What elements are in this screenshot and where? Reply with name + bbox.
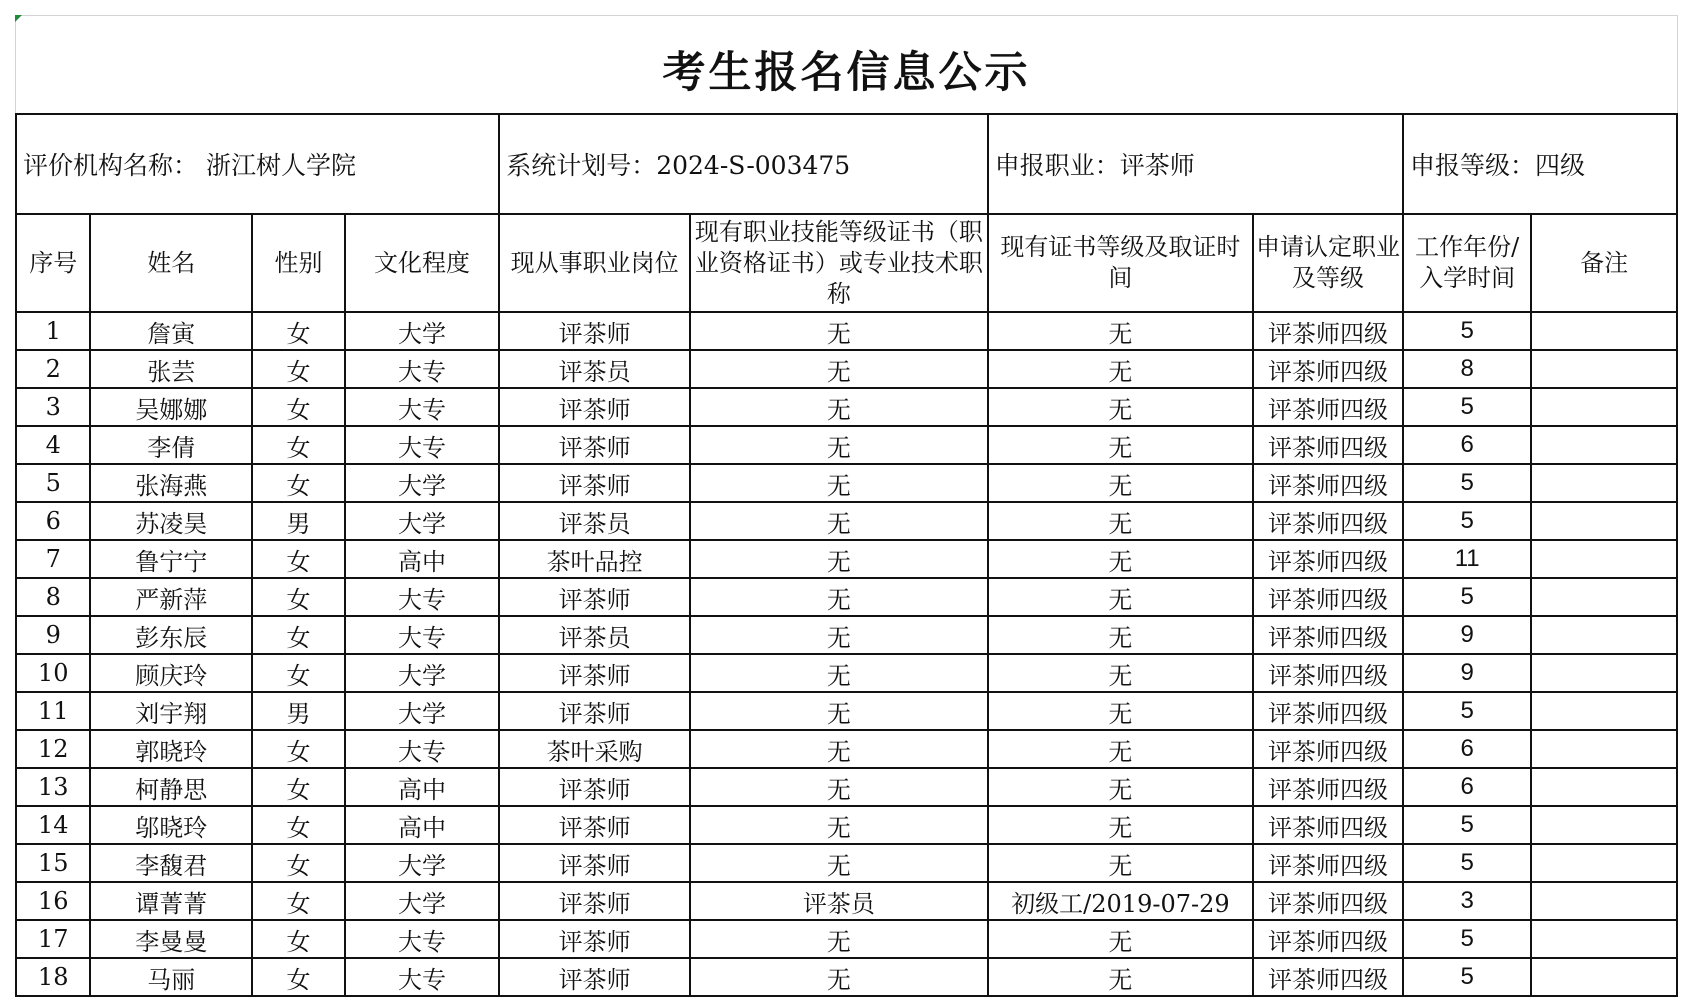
table-row xyxy=(16,768,1677,806)
table-row xyxy=(16,844,1677,882)
header-apply-level: 申请认定职业及等级 xyxy=(1253,214,1403,312)
cell-cert-level-time: 无 xyxy=(988,578,1253,616)
cell-current-job: 评茶师 xyxy=(499,806,690,844)
registration-table xyxy=(15,113,1678,997)
cell-remarks xyxy=(1531,616,1677,654)
cell-seq: 11 xyxy=(16,692,90,730)
cell-cert-level-time: 无 xyxy=(988,730,1253,768)
table-row xyxy=(16,388,1677,426)
cell-remarks xyxy=(1531,654,1677,692)
cell-apply-level: 评茶师四级 xyxy=(1253,350,1403,388)
cell-gender: 女 xyxy=(252,426,345,464)
cell-education: 大专 xyxy=(345,350,499,388)
cell-education: 大学 xyxy=(345,464,499,502)
cell-seq: 14 xyxy=(16,806,90,844)
cell-current-cert: 无 xyxy=(690,730,988,768)
plan-value: 2024-S-003475 xyxy=(656,151,851,180)
occupation-value: 评茶师 xyxy=(1119,151,1195,180)
cell-remarks xyxy=(1531,540,1677,578)
cell-remarks xyxy=(1531,882,1677,920)
org-label: 评价机构名称： xyxy=(23,151,199,180)
cell-education: 大学 xyxy=(345,654,499,692)
cell-seq: 9 xyxy=(16,616,90,654)
cell-gender: 男 xyxy=(252,692,345,730)
cell-gender: 女 xyxy=(252,388,345,426)
title-row xyxy=(15,15,1678,113)
cell-current-cert: 无 xyxy=(690,502,988,540)
header-education: 文化程度 xyxy=(345,214,499,312)
cell-current-job: 评茶师 xyxy=(499,920,690,958)
table-row xyxy=(16,578,1677,616)
cell-name: 张海燕 xyxy=(90,464,252,502)
level-label: 申报等级： xyxy=(1409,151,1535,180)
header-row xyxy=(16,214,1677,312)
org-cell xyxy=(16,114,499,214)
header-cert-level-time: 现有证书等级及取证时间 xyxy=(988,214,1253,312)
header-name: 姓名 xyxy=(90,214,252,312)
cell-apply-level: 评茶师四级 xyxy=(1253,730,1403,768)
cell-name: 鲁宁宁 xyxy=(90,540,252,578)
cell-remarks xyxy=(1531,388,1677,426)
cell-current-cert: 无 xyxy=(690,464,988,502)
cell-name: 李曼曼 xyxy=(90,920,252,958)
cell-remarks xyxy=(1531,426,1677,464)
cell-apply-level: 评茶师四级 xyxy=(1253,578,1403,616)
cell-current-job: 评茶师 xyxy=(499,388,690,426)
cell-gender: 女 xyxy=(252,882,345,920)
cell-seq: 10 xyxy=(16,654,90,692)
table-row xyxy=(16,312,1677,350)
cell-education: 大专 xyxy=(345,730,499,768)
cell-gender: 女 xyxy=(252,730,345,768)
cell-seq: 8 xyxy=(16,578,90,616)
cell-education: 大专 xyxy=(345,616,499,654)
cell-current-cert: 无 xyxy=(690,920,988,958)
cell-current-cert: 无 xyxy=(690,540,988,578)
cell-cert-level-time: 无 xyxy=(988,806,1253,844)
cell-current-job: 评茶师 xyxy=(499,578,690,616)
cell-education: 大专 xyxy=(345,958,499,996)
cell-cert-level-time: 无 xyxy=(988,388,1253,426)
cell-gender: 女 xyxy=(252,540,345,578)
cell-seq: 5 xyxy=(16,464,90,502)
plan-cell xyxy=(499,114,988,214)
cell-apply-level: 评茶师四级 xyxy=(1253,920,1403,958)
cell-education: 大学 xyxy=(345,312,499,350)
cell-apply-level: 评茶师四级 xyxy=(1253,616,1403,654)
cell-remarks xyxy=(1531,464,1677,502)
cell-cert-level-time: 无 xyxy=(988,502,1253,540)
cell-education: 大专 xyxy=(345,388,499,426)
cell-apply-level: 评茶师四级 xyxy=(1253,692,1403,730)
cell-education: 高中 xyxy=(345,768,499,806)
cell-seq: 1 xyxy=(16,312,90,350)
cell-remarks xyxy=(1531,958,1677,996)
cell-education: 大专 xyxy=(345,920,499,958)
cell-apply-level: 评茶师四级 xyxy=(1253,464,1403,502)
cell-education: 大专 xyxy=(345,426,499,464)
cell-current-cert: 无 xyxy=(690,350,988,388)
cell-name: 詹寅 xyxy=(90,312,252,350)
cell-seq: 18 xyxy=(16,958,90,996)
table-row xyxy=(16,958,1677,996)
cell-apply-level: 评茶师四级 xyxy=(1253,540,1403,578)
cell-name: 刘宇翔 xyxy=(90,692,252,730)
cell-gender: 女 xyxy=(252,920,345,958)
cell-seq: 12 xyxy=(16,730,90,768)
cell-apply-level: 评茶师四级 xyxy=(1253,882,1403,920)
cell-education: 大学 xyxy=(345,882,499,920)
cell-apply-level: 评茶师四级 xyxy=(1253,388,1403,426)
cell-current-job: 评茶员 xyxy=(499,616,690,654)
table-row xyxy=(16,654,1677,692)
cell-seq: 16 xyxy=(16,882,90,920)
cell-education: 大学 xyxy=(345,502,499,540)
table-row xyxy=(16,692,1677,730)
cell-remarks xyxy=(1531,920,1677,958)
cell-work-years: 8 xyxy=(1403,350,1531,388)
cell-seq: 2 xyxy=(16,350,90,388)
cell-current-job: 评茶师 xyxy=(499,768,690,806)
cell-work-years: 5 xyxy=(1403,692,1531,730)
cell-gender: 女 xyxy=(252,464,345,502)
cell-cert-level-time: 无 xyxy=(988,958,1253,996)
cell-name: 李馥君 xyxy=(90,844,252,882)
cell-current-cert: 无 xyxy=(690,844,988,882)
cell-name: 顾庆玲 xyxy=(90,654,252,692)
cell-current-job: 评茶师 xyxy=(499,426,690,464)
cell-cert-level-time: 无 xyxy=(988,692,1253,730)
cell-seq: 17 xyxy=(16,920,90,958)
cell-apply-level: 评茶师四级 xyxy=(1253,806,1403,844)
cell-current-job: 茶叶采购 xyxy=(499,730,690,768)
cell-current-cert: 无 xyxy=(690,958,988,996)
cell-cert-level-time: 无 xyxy=(988,768,1253,806)
cell-work-years: 9 xyxy=(1403,616,1531,654)
cell-remarks xyxy=(1531,502,1677,540)
cell-gender: 女 xyxy=(252,806,345,844)
cell-gender: 女 xyxy=(252,958,345,996)
header-remarks: 备注 xyxy=(1531,214,1677,312)
cell-remarks xyxy=(1531,312,1677,350)
cell-current-job: 评茶师 xyxy=(499,654,690,692)
table-row xyxy=(16,540,1677,578)
cell-remarks xyxy=(1531,578,1677,616)
cell-work-years: 5 xyxy=(1403,312,1531,350)
cell-gender: 女 xyxy=(252,768,345,806)
cell-current-cert: 无 xyxy=(690,616,988,654)
cell-cert-level-time: 无 xyxy=(988,540,1253,578)
cell-remarks xyxy=(1531,844,1677,882)
cell-name: 吴娜娜 xyxy=(90,388,252,426)
header-current-cert: 现有职业技能等级证书（职业资格证书）或专业技术职称 xyxy=(690,214,988,312)
cell-work-years: 5 xyxy=(1403,578,1531,616)
cell-gender: 女 xyxy=(252,654,345,692)
cell-current-job: 评茶师 xyxy=(499,312,690,350)
cell-current-cert: 无 xyxy=(690,426,988,464)
table-row xyxy=(16,350,1677,388)
table-row xyxy=(16,502,1677,540)
cell-work-years: 6 xyxy=(1403,768,1531,806)
cell-cert-level-time: 无 xyxy=(988,920,1253,958)
cell-current-job: 评茶师 xyxy=(499,464,690,502)
table-row xyxy=(16,426,1677,464)
cell-name: 彭东辰 xyxy=(90,616,252,654)
cell-name: 张芸 xyxy=(90,350,252,388)
cell-work-years: 6 xyxy=(1403,730,1531,768)
cell-current-cert: 无 xyxy=(690,388,988,426)
cell-cert-level-time: 无 xyxy=(988,654,1253,692)
org-value: 浙江树人学院 xyxy=(205,151,356,180)
header-work-years: 工作年份/入学时间 xyxy=(1403,214,1531,312)
level-cell xyxy=(1403,114,1677,214)
table-row xyxy=(16,806,1677,844)
cell-gender: 男 xyxy=(252,502,345,540)
cell-remarks xyxy=(1531,730,1677,768)
cell-apply-level: 评茶师四级 xyxy=(1253,426,1403,464)
cell-seq: 3 xyxy=(16,388,90,426)
cell-current-cert: 无 xyxy=(690,692,988,730)
plan-label: 系统计划号： xyxy=(506,151,657,180)
cell-seq: 13 xyxy=(16,768,90,806)
cell-name: 李倩 xyxy=(90,426,252,464)
cell-seq: 15 xyxy=(16,844,90,882)
cell-marker-icon xyxy=(15,15,22,22)
cell-work-years: 5 xyxy=(1403,502,1531,540)
cell-name: 郭晓玲 xyxy=(90,730,252,768)
cell-current-cert: 评茶员 xyxy=(690,882,988,920)
cell-cert-level-time: 无 xyxy=(988,616,1253,654)
cell-name: 邬晓玲 xyxy=(90,806,252,844)
cell-remarks xyxy=(1531,350,1677,388)
cell-cert-level-time: 无 xyxy=(988,844,1253,882)
page-title: 考生报名信息公示 xyxy=(662,48,1031,98)
cell-apply-level: 评茶师四级 xyxy=(1253,502,1403,540)
occupation-label: 申报职业： xyxy=(994,151,1120,180)
cell-education: 高中 xyxy=(345,806,499,844)
level-value: 四级 xyxy=(1535,151,1586,180)
cell-apply-level: 评茶师四级 xyxy=(1253,958,1403,996)
cell-current-cert: 无 xyxy=(690,654,988,692)
cell-cert-level-time: 无 xyxy=(988,464,1253,502)
cell-seq: 7 xyxy=(16,540,90,578)
cell-work-years: 11 xyxy=(1403,540,1531,578)
cell-remarks xyxy=(1531,692,1677,730)
cell-work-years: 5 xyxy=(1403,920,1531,958)
info-row xyxy=(16,114,1677,214)
cell-apply-level: 评茶师四级 xyxy=(1253,768,1403,806)
cell-name: 苏凌昊 xyxy=(90,502,252,540)
cell-education: 大专 xyxy=(345,578,499,616)
cell-remarks xyxy=(1531,768,1677,806)
cell-gender: 女 xyxy=(252,350,345,388)
table-row xyxy=(16,730,1677,768)
cell-seq: 6 xyxy=(16,502,90,540)
cell-cert-level-time: 无 xyxy=(988,312,1253,350)
cell-education: 大学 xyxy=(345,844,499,882)
header-gender: 性别 xyxy=(252,214,345,312)
table-row xyxy=(16,616,1677,654)
cell-remarks xyxy=(1531,806,1677,844)
cell-gender: 女 xyxy=(252,578,345,616)
cell-current-cert: 无 xyxy=(690,806,988,844)
cell-gender: 女 xyxy=(252,844,345,882)
cell-apply-level: 评茶师四级 xyxy=(1253,312,1403,350)
cell-work-years: 6 xyxy=(1403,426,1531,464)
cell-current-job: 评茶师 xyxy=(499,692,690,730)
header-seq: 序号 xyxy=(16,214,90,312)
cell-current-job: 评茶师 xyxy=(499,958,690,996)
cell-work-years: 5 xyxy=(1403,958,1531,996)
cell-work-years: 5 xyxy=(1403,388,1531,426)
cell-name: 柯静思 xyxy=(90,768,252,806)
table-row xyxy=(16,464,1677,502)
cell-cert-level-time: 初级工/2019-07-29 xyxy=(988,882,1253,920)
header-current-job: 现从事职业岗位 xyxy=(499,214,690,312)
cell-cert-level-time: 无 xyxy=(988,350,1253,388)
cell-apply-level: 评茶师四级 xyxy=(1253,654,1403,692)
table-row xyxy=(16,882,1677,920)
cell-education: 高中 xyxy=(345,540,499,578)
sheet xyxy=(15,15,1678,995)
cell-name: 严新萍 xyxy=(90,578,252,616)
cell-seq: 4 xyxy=(16,426,90,464)
cell-apply-level: 评茶师四级 xyxy=(1253,844,1403,882)
cell-current-job: 评茶师 xyxy=(499,844,690,882)
cell-current-cert: 无 xyxy=(690,312,988,350)
cell-work-years: 3 xyxy=(1403,882,1531,920)
cell-work-years: 9 xyxy=(1403,654,1531,692)
cell-gender: 女 xyxy=(252,312,345,350)
cell-current-job: 评茶员 xyxy=(499,502,690,540)
cell-current-job: 评茶师 xyxy=(499,882,690,920)
cell-cert-level-time: 无 xyxy=(988,426,1253,464)
cell-education: 大学 xyxy=(345,692,499,730)
cell-gender: 女 xyxy=(252,616,345,654)
cell-name: 谭菁菁 xyxy=(90,882,252,920)
table-row xyxy=(16,920,1677,958)
cell-work-years: 5 xyxy=(1403,464,1531,502)
occupation-cell xyxy=(988,114,1403,214)
cell-work-years: 5 xyxy=(1403,844,1531,882)
cell-current-job: 茶叶品控 xyxy=(499,540,690,578)
table-body xyxy=(16,312,1677,996)
cell-current-job: 评茶员 xyxy=(499,350,690,388)
cell-current-cert: 无 xyxy=(690,578,988,616)
cell-work-years: 5 xyxy=(1403,806,1531,844)
cell-name: 马丽 xyxy=(90,958,252,996)
cell-current-cert: 无 xyxy=(690,768,988,806)
